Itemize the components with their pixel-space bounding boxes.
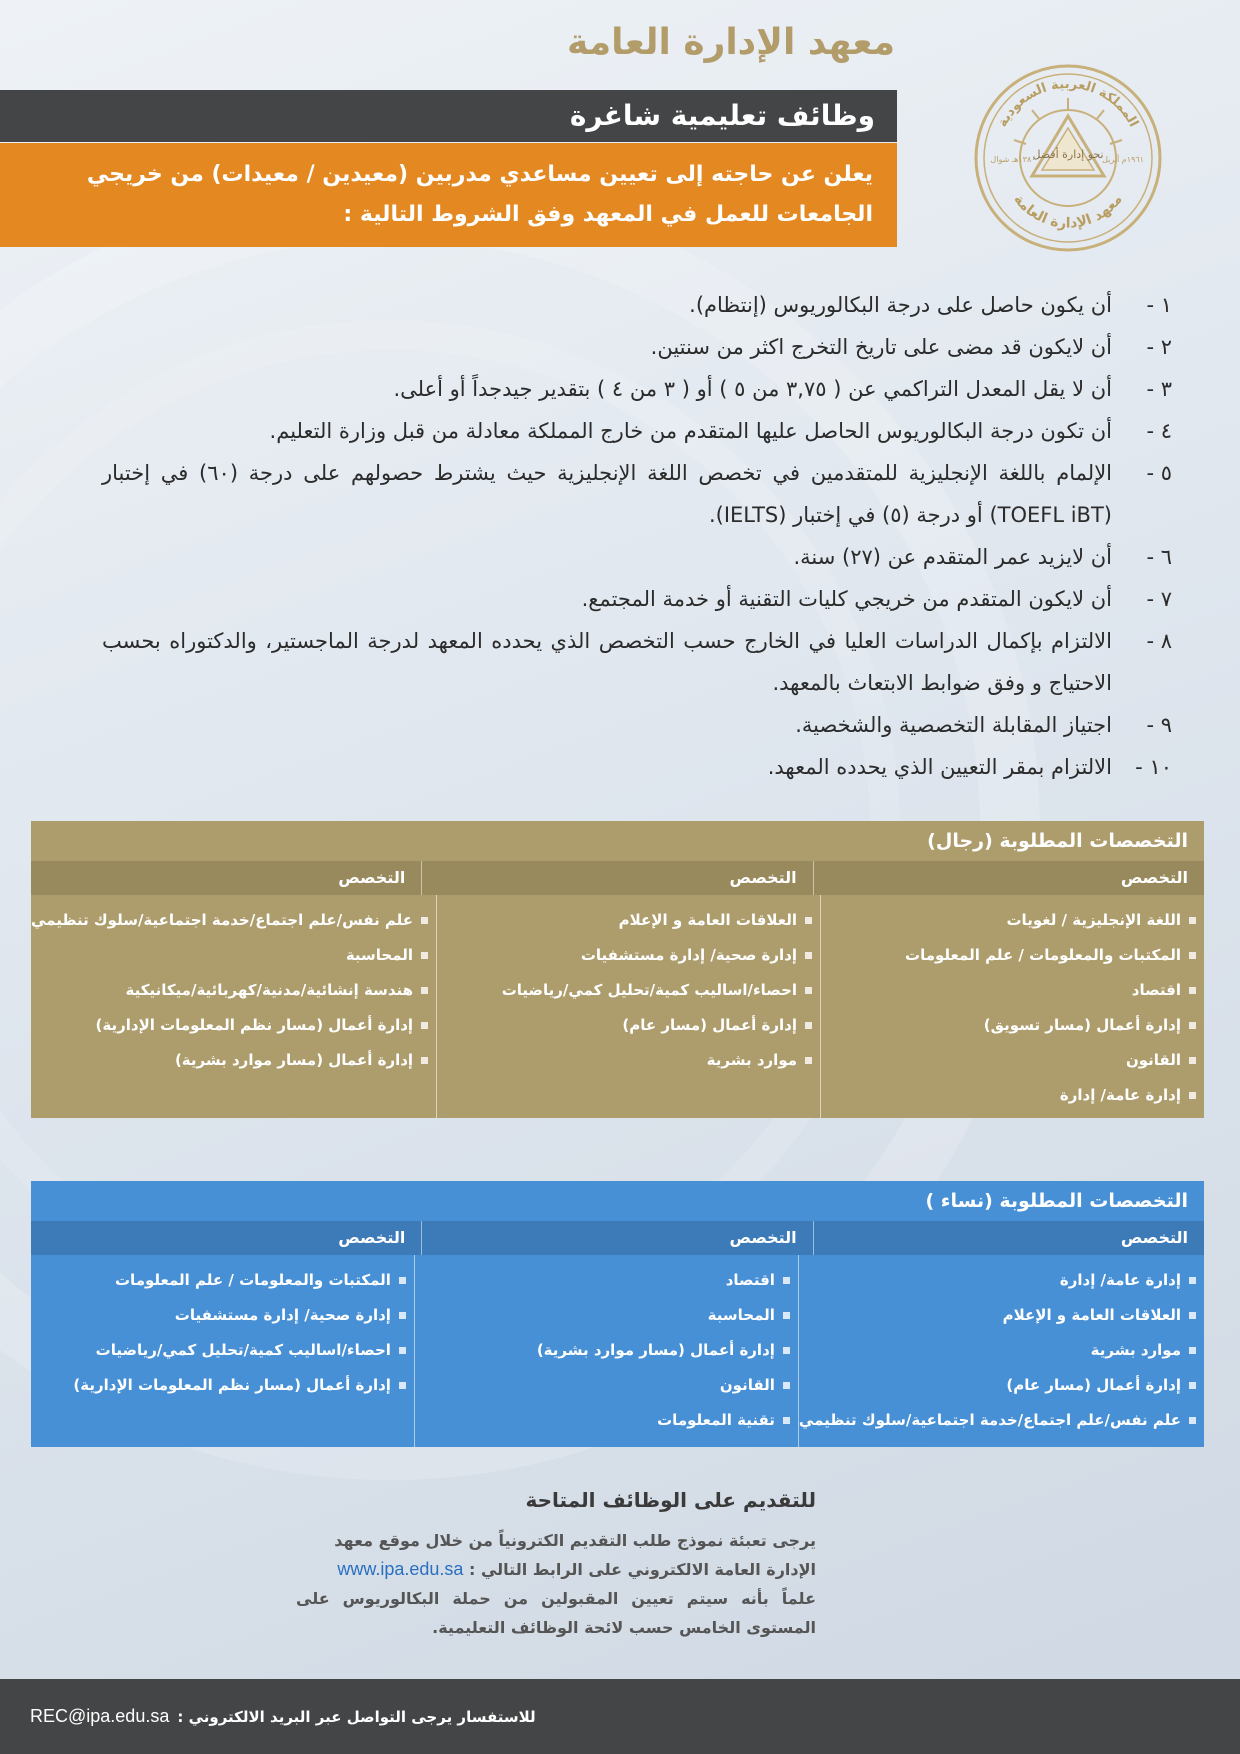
condition-number: ٧ - — [1146, 587, 1172, 611]
square-bullet-icon — [421, 952, 428, 959]
square-bullet-icon — [1189, 1022, 1196, 1029]
women-specializations-table — [31, 1181, 1204, 1447]
specialization-item — [415, 1263, 790, 1298]
institute-seal-logo — [968, 58, 1168, 258]
application-text: يرجى تعبئة نموذج طلب التقديم الكترونياً من خلال موقع معهد الإدارة العامة الالكتروني على الرابط التالي : — [334, 1531, 816, 1579]
column-header: التخصص — [421, 861, 812, 895]
specialization-column — [31, 1255, 414, 1447]
condition-number: ١٠ - — [1135, 755, 1172, 779]
condition-number: ٤ - — [1146, 419, 1172, 443]
square-bullet-icon — [783, 1277, 790, 1284]
specialization-label: اقتصاد — [725, 1271, 775, 1289]
specialization-item — [799, 1263, 1196, 1298]
condition-item — [102, 326, 1172, 368]
women-table-title: التخصصات المطلوبة (نساء ) — [925, 1190, 1188, 1212]
specialization-item — [437, 1043, 812, 1078]
specialization-label: إدارة صحية/ إدارة مستشفيات — [580, 946, 798, 964]
square-bullet-icon — [421, 917, 428, 924]
square-bullet-icon — [421, 987, 428, 994]
application-section — [296, 1488, 816, 1642]
square-bullet-icon — [805, 1057, 812, 1064]
condition-text: أن لايكون المتقدم من خريجي كليات التقنية أو خدمة المجتمع. — [581, 587, 1112, 611]
specialization-item — [799, 1403, 1196, 1438]
square-bullet-icon — [1189, 952, 1196, 959]
specialization-item — [437, 938, 812, 973]
condition-text: أن لايكون قد مضى على تاريخ التخرج اكثر من سنتين. — [650, 335, 1112, 359]
specialization-item — [821, 973, 1196, 1008]
square-bullet-icon — [783, 1312, 790, 1319]
application-title: للتقديم على الوظائف المتاحة — [525, 1488, 816, 1512]
application-note: علماً بأنه سيتم تعيين المقبولين من حملة البكالوريوس على المستوى الخامس حسب لائحة الوظائف التعليمية. — [296, 1589, 816, 1637]
square-bullet-icon — [805, 952, 812, 959]
specialization-column — [31, 895, 436, 1118]
column-header: التخصص — [338, 868, 406, 887]
condition-item — [102, 704, 1172, 746]
specialization-label: إدارة عامة/ إدارة — [1059, 1086, 1181, 1104]
condition-number: ٣ - — [1146, 377, 1172, 401]
specialization-label: احصاء/اساليب كمية/تحليل كمي/رياضيات — [95, 1341, 391, 1359]
specialization-label: إدارة أعمال (مسار نظم المعلومات الإدارية) — [95, 1016, 414, 1034]
specialization-column — [820, 895, 1204, 1118]
square-bullet-icon — [783, 1417, 790, 1424]
condition-number: ٨ - — [1146, 629, 1172, 653]
women-table-body — [31, 1255, 1204, 1447]
specialization-item — [415, 1333, 790, 1368]
condition-item — [102, 746, 1172, 788]
specialization-label: إدارة أعمال (مسار موارد بشرية) — [174, 1051, 414, 1069]
contact-email-link[interactable]: REC@ipa.edu.sa — [30, 1706, 170, 1726]
condition-text: أن لا يقل المعدل التراكمي عن ( ٣,٧٥ من ٥ ) أو ( ٣ من ٤ ) بتقدير جيدجداً أو أعلى. — [393, 377, 1112, 401]
specialization-item — [31, 1263, 406, 1298]
condition-item — [102, 578, 1172, 620]
specialization-label: القانون — [719, 1376, 775, 1394]
specialization-label: اقتصاد — [1131, 981, 1181, 999]
specialization-item — [31, 1043, 428, 1078]
square-bullet-icon — [783, 1347, 790, 1354]
condition-item — [102, 452, 1172, 536]
specialization-label: اللغة الإنجليزية / لغويات — [1006, 911, 1181, 929]
women-table-header — [31, 1221, 1204, 1255]
svg-text:١٩٦١م أبريل: ١٩٦١م أبريل — [1102, 155, 1144, 164]
square-bullet-icon — [421, 1022, 428, 1029]
square-bullet-icon — [1189, 1277, 1196, 1284]
men-table-body — [31, 895, 1204, 1118]
square-bullet-icon — [399, 1347, 406, 1354]
condition-item — [102, 620, 1172, 704]
specialization-label: إدارة أعمال (مسار موارد بشرية) — [536, 1341, 775, 1359]
footer-contact-bar — [0, 1679, 1240, 1754]
specialization-item — [821, 1008, 1196, 1043]
svg-text:١٣٨٠هـ شوال: ١٣٨٠هـ شوال — [990, 155, 1036, 164]
condition-number: ٢ - — [1146, 335, 1172, 359]
specialization-item — [821, 938, 1196, 973]
square-bullet-icon — [399, 1277, 406, 1284]
specialization-label: إدارة عامة/ إدارة — [1059, 1271, 1181, 1289]
conditions-list — [102, 284, 1172, 788]
condition-item — [102, 536, 1172, 578]
institute-name: معهد الإدارة العامة — [567, 22, 895, 63]
specialization-item — [821, 1043, 1196, 1078]
specialization-item — [799, 1368, 1196, 1403]
square-bullet-icon — [1189, 1417, 1196, 1424]
specialization-label: المحاسبة — [707, 1306, 775, 1324]
square-bullet-icon — [805, 1022, 812, 1029]
specialization-label: إدارة أعمال (مسار تسويق) — [983, 1016, 1181, 1034]
svg-text:نحو إدارة أفضل: نحو إدارة أفضل — [1032, 148, 1104, 161]
application-instructions — [296, 1526, 816, 1584]
condition-item — [102, 410, 1172, 452]
condition-text: الالتزام بمقر التعيين الذي يحدده المعهد. — [767, 755, 1112, 779]
square-bullet-icon — [805, 987, 812, 994]
square-bullet-icon — [1189, 1347, 1196, 1354]
specialization-item — [821, 903, 1196, 938]
square-bullet-icon — [1189, 1092, 1196, 1099]
specialization-item — [415, 1298, 790, 1333]
men-table-title: التخصصات المطلوبة (رجال) — [927, 830, 1188, 852]
specialization-item — [799, 1298, 1196, 1333]
specialization-item — [415, 1368, 790, 1403]
condition-item — [102, 284, 1172, 326]
square-bullet-icon — [1189, 1312, 1196, 1319]
specialization-item — [31, 1368, 406, 1403]
specialization-item — [31, 973, 428, 1008]
specialization-label: إدارة صحية/ إدارة مستشفيات — [174, 1306, 391, 1324]
condition-text: اجتياز المقابلة التخصصية والشخصية. — [795, 713, 1112, 737]
svg-text:المملكة العربية السعودية: المملكة العربية السعودية — [995, 76, 1141, 130]
footer-contact-label: للاستفسار يرجى التواصل عبر البريد الالكتروني : — [177, 1707, 536, 1726]
specialization-label: موارد بشرية — [1090, 1341, 1181, 1359]
announcement-banner: يعلن عن حاجته إلى تعيين مساعدي مدربين (معيدين / معيدات) من خريجي الجامعات للعمل في المعهد وفق الشروط التالية : — [0, 143, 897, 247]
square-bullet-icon — [1189, 1057, 1196, 1064]
vacancies-title-banner: وظائف تعليمية شاغرة — [0, 90, 897, 142]
square-bullet-icon — [1189, 1382, 1196, 1389]
condition-item — [102, 368, 1172, 410]
specialization-item — [31, 903, 428, 938]
column-header: التخصص — [338, 1228, 406, 1247]
specialization-label: القانون — [1125, 1051, 1181, 1069]
square-bullet-icon — [1189, 987, 1196, 994]
condition-number: ١ - — [1146, 293, 1172, 317]
specialization-label: العلاقات العامة و الإعلام — [618, 911, 798, 929]
specialization-column — [414, 1255, 798, 1447]
specialization-label: إدارة أعمال (مسار عام) — [1006, 1376, 1181, 1394]
specialization-column — [436, 895, 820, 1118]
specialization-label: علم نفس/علم اجتماع/خدمة اجتماعية/سلوك تنظيمي — [30, 911, 414, 929]
condition-number: ٩ - — [1146, 713, 1172, 737]
specialization-item — [31, 1333, 406, 1368]
specialization-item — [31, 1298, 406, 1333]
svg-text:معهد الإدارة العامة: معهد الإدارة العامة — [1010, 191, 1126, 232]
condition-number: ٦ - — [1146, 545, 1172, 569]
condition-text: أن يكون حاصل على درجة البكالوريوس (إنتظام). — [689, 293, 1112, 317]
specialization-item — [31, 938, 428, 973]
specialization-item — [437, 973, 812, 1008]
column-header: التخصص — [421, 1221, 812, 1255]
condition-text: الالتزام بإكمال الدراسات العليا في الخارج حسب التخصص الذي يحدده المعهد لدرجة الماجستير، والدكتوراه بحسب الاحتياج و وفق ضوابط الابتعاث بالمعهد. — [102, 629, 1112, 695]
square-bullet-icon — [783, 1382, 790, 1389]
square-bullet-icon — [399, 1312, 406, 1319]
men-specializations-table — [31, 821, 1204, 1118]
specialization-label: إدارة أعمال (مسار عام) — [622, 1016, 798, 1034]
specialization-item — [821, 1078, 1196, 1113]
square-bullet-icon — [421, 1057, 428, 1064]
specialization-label: المكتبات والمعلومات / علم المعلومات — [905, 946, 1181, 964]
condition-number: ٥ - — [1146, 461, 1172, 485]
specialization-label: موارد بشرية — [706, 1051, 798, 1069]
ipa-website-link[interactable]: www.ipa.edu.sa — [337, 1559, 464, 1579]
specialization-label: المكتبات والمعلومات / علم المعلومات — [114, 1271, 391, 1289]
men-table-header — [31, 861, 1204, 895]
condition-text: الإلمام باللغة الإنجليزية للمتقدمين في تخصص اللغة الإنجليزية حيث يشترط حصولهم على درجة (٦٠) في إختبار (TOEFL iBT) أو درجة (٥) في إختبار (IELTS). — [102, 461, 1112, 527]
specialization-label: تقنية المعلومات — [657, 1411, 775, 1429]
specialization-column — [798, 1255, 1204, 1447]
condition-text: أن لايزيد عمر المتقدم عن (٢٧) سنة. — [793, 545, 1112, 569]
specialization-item — [437, 1008, 812, 1043]
specialization-label: هندسة إنشائية/مدنية/كهربائية/ميكانيكية — [125, 981, 414, 999]
column-header: التخصص — [813, 1221, 1204, 1255]
specialization-label: احصاء/اساليب كمية/تحليل كمي/رياضيات — [501, 981, 798, 999]
specialization-label: إدارة أعمال (مسار نظم المعلومات الإدارية) — [73, 1376, 391, 1394]
specialization-label: العلاقات العامة و الإعلام — [1002, 1306, 1181, 1324]
square-bullet-icon — [399, 1382, 406, 1389]
square-bullet-icon — [805, 917, 812, 924]
column-header: التخصص — [813, 861, 1204, 895]
specialization-label: المحاسبة — [345, 946, 414, 964]
condition-text: أن تكون درجة البكالوريوس الحاصل عليها المتقدم من خارج المملكة معادلة من قبل وزارة التعليم. — [269, 419, 1112, 443]
specialization-item — [415, 1403, 790, 1438]
specialization-item — [31, 1008, 428, 1043]
square-bullet-icon — [1189, 917, 1196, 924]
specialization-label: علم نفس/علم اجتماع/خدمة اجتماعية/سلوك تنظيمي — [798, 1411, 1181, 1429]
specialization-item — [437, 903, 812, 938]
specialization-item — [799, 1333, 1196, 1368]
